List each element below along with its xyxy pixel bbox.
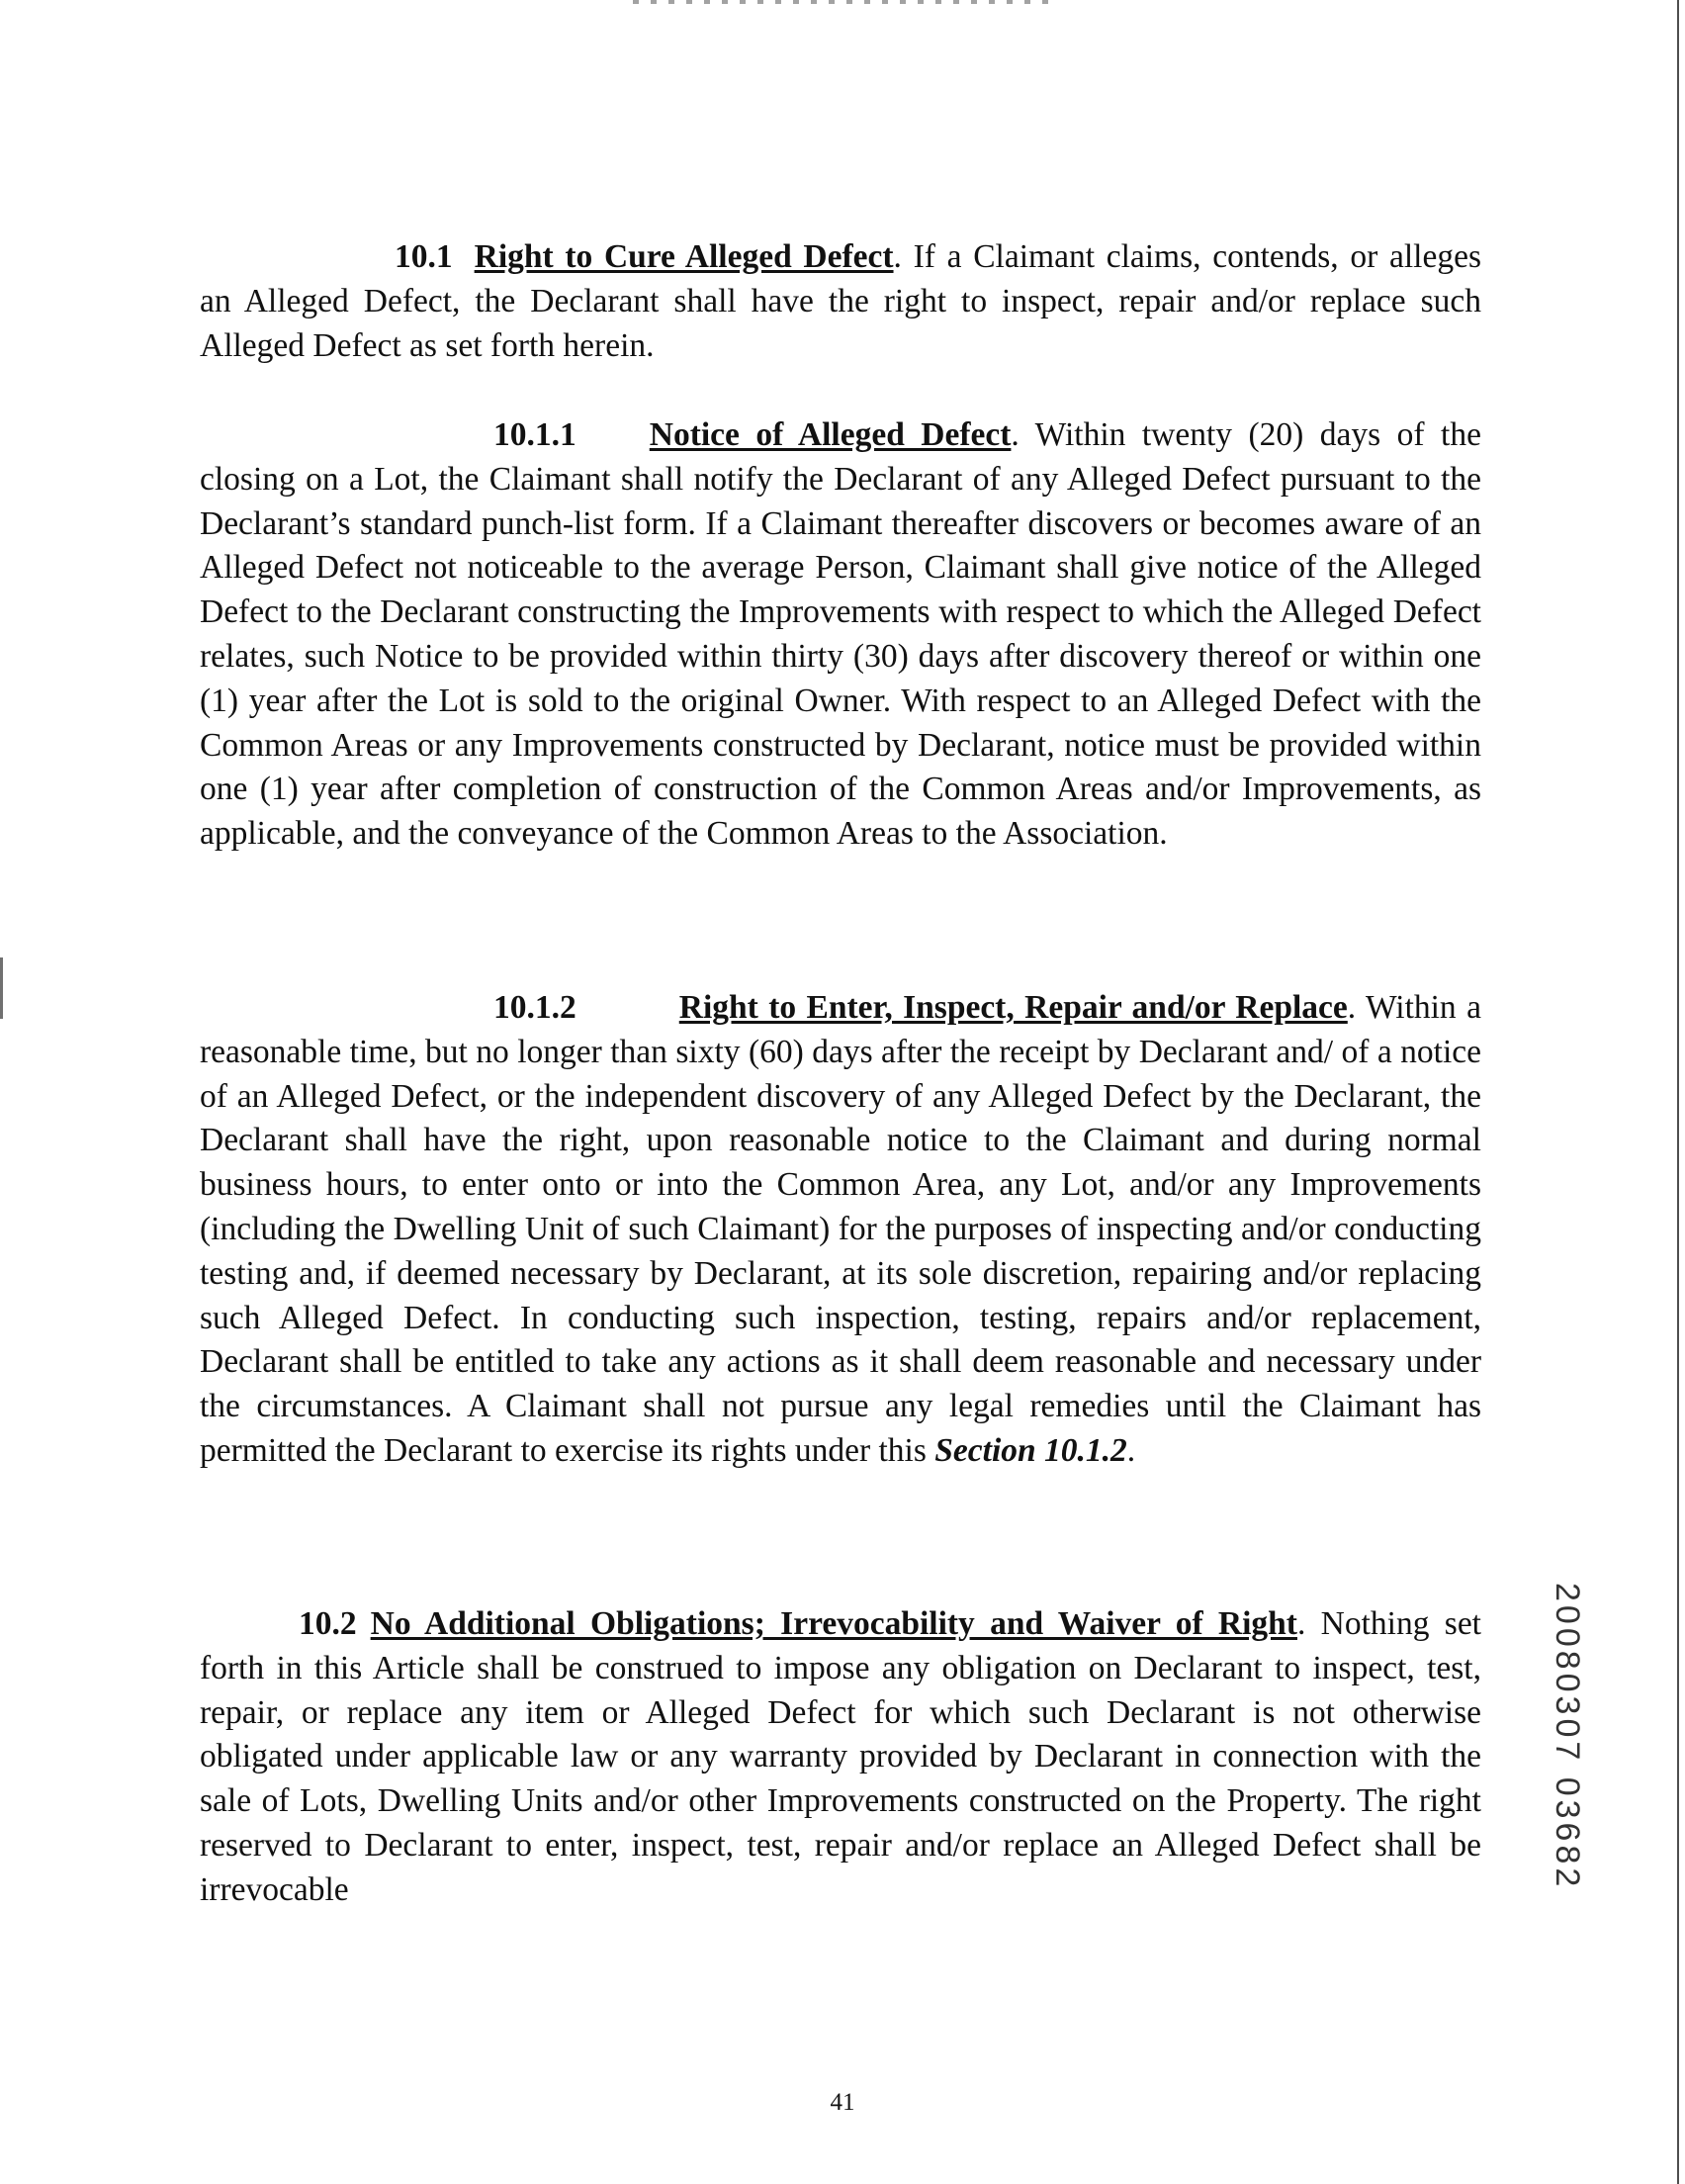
section-10-1-2 (200, 986, 1481, 1474)
section-10-1 (200, 235, 1481, 368)
section-heading: Right to Cure Alleged Defect (474, 238, 894, 275)
section-body: If a Claimant claims, contends, or alleges an Alleged Defect, the Declarant shall have the right to inspect, repair and/or replace such Alleged Defect as set forth herein. (200, 238, 1482, 364)
page-number: 41 (830, 2089, 855, 2116)
section-heading: Right to Enter, Inspect, Repair and/or Replace (678, 989, 1348, 1026)
body-period: . (1126, 1431, 1136, 1469)
heading-period: . (1296, 1605, 1306, 1642)
section-reference: Section 10.1.2 (934, 1431, 1127, 1469)
section-10-1-1 (200, 413, 1481, 857)
section-10-2 (200, 1602, 1481, 1913)
heading-period: . (1011, 416, 1020, 453)
heading-period: . (893, 238, 902, 275)
section-body: Nothing set forth in this Article shall be construed to impose any obligation on Declarant to inspect, test, repair, or replace any item or Alleged Defect for which such Declarant is not otherwise obligated under applicable law or any warranty provided by Declarant in connection with the sale of Lots, Dwelling Units and/or other Improvements constructed on the Property. The right reserved to Declarant to enter, inspect, test, repair and/or replace an Alleged Defect shall be irrevocable (200, 1605, 1481, 1908)
section-number: 10.1.2 (493, 989, 576, 1026)
section-body: Within twenty (20) days of the closing on a Lot, the Claimant shall notify the Declarant of any Alleged Defect pursuant to the Declarant’s standard punch-list form. If a Claimant thereafter discovers or becomes aware of an Alleged Defect not noticeable to the average Person, Claimant shall give notice of the Alleged Defect to the Declarant constructing the Improvements with respect to which the Alleged Defect relates, such Notice to be provided within thirty (30) days after discovery thereof or within one (1) year after the Lot is sold to the original Owner. With respect to an Alleged Defect with the Common Areas or any Improvements constructed by Declarant, notice must be provided within one (1) year after completion of construction of the Common Areas and/or Improvements, as applicable, and the conveyance of the Common Areas to the Association. (200, 416, 1481, 853)
scan-border-right (1677, 0, 1679, 2184)
section-number: 10.2 (299, 1605, 357, 1642)
section-heading: Notice of Alleged Defect (649, 416, 1012, 453)
section-heading: No Additional Obligations; Irrevocability and Waiver of Right (370, 1605, 1297, 1642)
heading-period: . (1347, 989, 1357, 1026)
section-number: 10.1 (395, 238, 453, 275)
scan-artifact-left (0, 957, 3, 1019)
section-body: Within a reasonable time, but no longer than sixty (60) days after the receipt by Declarant and/ of a notice of an Alleged Defect, or the independent discovery of any Alleged Defect by the Declarant, the Declarant shall have the right, upon reasonable notice to the Claimant and during normal business hours, to enter onto or into the Common Area, any Lot, and/or any Improvements (including the Dwelling Unit of such Claimant) for the purposes of inspecting and/or conducting testing and, if deemed necessary by Declarant, at its sole discretion, repairing and/or replacing such Alleged Defect. In conducting such inspection, testing, repairs and/or replacement, Declarant shall be entitled to take any actions as it shall deem reasonable and necessary under the circumstances. A Claimant shall not pursue any legal remedies until the Claimant has permitted the Declarant to exercise its rights under this (200, 989, 1481, 1469)
scan-artifact-top (633, 0, 1048, 4)
section-number: 10.1.1 (493, 416, 576, 453)
recording-stamp: 20080307 03682 (1549, 1583, 1586, 1891)
